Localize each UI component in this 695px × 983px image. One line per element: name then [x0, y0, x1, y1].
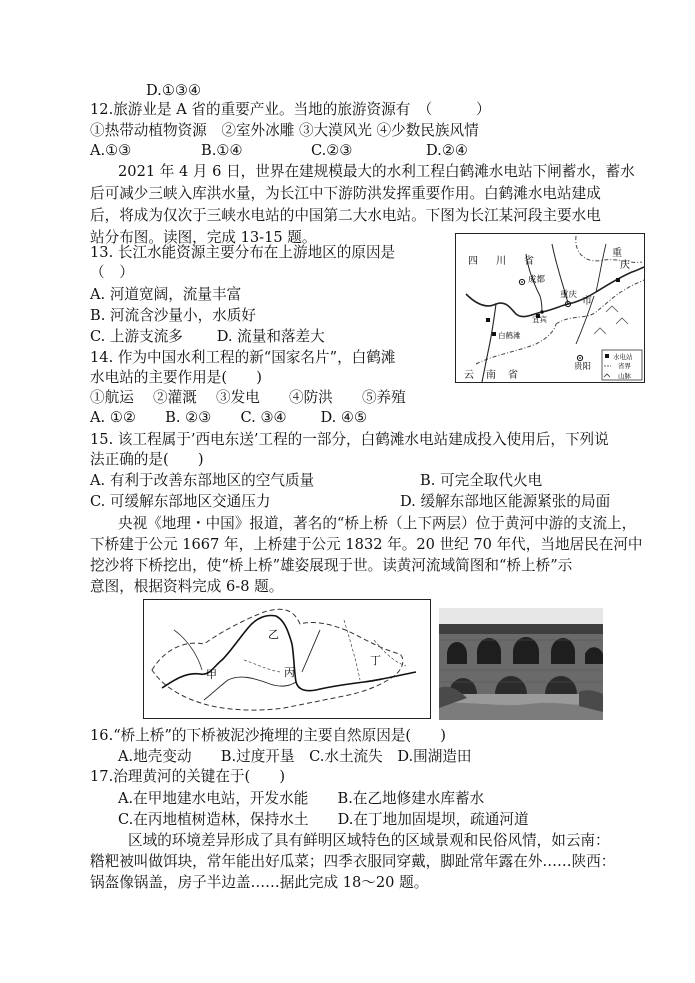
legend-hydro-label: 水电站 — [613, 353, 633, 361]
yangtze-river — [466, 267, 644, 317]
city-yibin-marker — [540, 310, 544, 314]
q14-items: ①航运 ②灌溉 ③发电 ④防洪 ⑤养殖 — [90, 389, 406, 406]
yangtze-hydropower-map — [455, 233, 645, 383]
region-bing-label: 丙 — [284, 666, 295, 679]
q16-options: A.地壳变动 B.过度开垦 C.水土流失 D.围湖造田 — [118, 748, 472, 765]
passage-2-line-3: 挖沙将下桥挖出，使“桥上桥”雄姿展现于世。读黄河流域简图和“桥上桥”示 — [90, 557, 573, 574]
city-guiyang-dot — [579, 357, 581, 359]
label-guiyang: 贵阳 — [574, 362, 592, 372]
q14-stem-1: 14. 作为中国水利工程的新“国家名片”，白鹤滩 — [90, 349, 396, 366]
passage-2-line-4: 意图，根据资料完成 6-8 题。 — [90, 578, 284, 595]
q12-stem: 12.旅游业是 A 省的重要产业。当地的旅游资源有 （ ） — [90, 101, 491, 118]
q13-option-b: B. 河流含沙量小，水质好 — [90, 307, 256, 324]
label-yunnan-yun: 云 — [464, 370, 474, 381]
q13-options-cd: C. 上游支流多 D. 流量和落差大 — [90, 328, 325, 345]
label-chengdu: 成都 — [528, 275, 546, 285]
hydropower-station-baihetan — [492, 332, 496, 336]
q14-stem-2: 水电站的主要作用是( ) — [90, 369, 262, 386]
label-qing: 庆 — [620, 260, 630, 271]
label-yibin: 宜宾 — [532, 315, 547, 324]
city-chongqing-dot — [567, 303, 569, 305]
passage-2-line-1: 央视《地理・中国》报道，著名的“桥上桥（上下两层）位于黄河中游的支流上， — [118, 515, 637, 532]
legend-hydro-icon — [605, 354, 609, 358]
region-jia-label: 甲 — [206, 668, 217, 681]
label-shi: 市 — [582, 296, 592, 307]
fen-river — [302, 630, 320, 672]
q15-option-a: A. 有利于改善东部地区的空气质量 — [90, 472, 315, 489]
q12-option-b: B.①④ — [201, 142, 243, 159]
hydropower-station — [616, 278, 620, 282]
q13-paren: （ ） — [90, 264, 134, 281]
label-baihetan: 白鹤滩 — [498, 331, 521, 340]
q13-stem: 13. 长江水能资源主要分布在上游地区的原因是 — [90, 244, 396, 261]
passage-3-line-3: 锅盔像锅盖，房子半边盖……据此完成 18～20 题。 — [90, 874, 429, 891]
q15-stem-2: 法正确的是( ) — [90, 451, 204, 468]
label-chongqing-city: 重庆 — [560, 290, 578, 300]
q12-option-c: C.②③ — [311, 142, 353, 159]
label-yunnan-sheng: 省 — [508, 370, 518, 381]
legend-border-label: 省界 — [618, 362, 631, 370]
passage-2-line-2: 下桥建于公元 1667 年，上桥建于公元 1832 年。20 世纪 70 年代，当地居民在河中 — [90, 536, 643, 553]
yangtze-map-svg — [456, 234, 644, 382]
q15-option-c: C. 可缓解东部地区交通压力 — [90, 493, 271, 510]
q17-options-cd: C.在丙地植树造林，保持水土 D.在丁地加固堤坝，疏通河道 — [118, 811, 529, 828]
tributary-river — [596, 244, 606, 292]
q17-stem: 17.治理黄河的关键在于( ) — [90, 768, 286, 785]
q12-option-a: A.①③ — [90, 142, 132, 159]
stone-arch-bridge-icon — [439, 608, 603, 720]
passage-1-line-4: 站分布图。读图，完成 13-15 题。 — [90, 229, 317, 246]
mountain-symbol — [594, 306, 628, 334]
q14-options: A. ①② B. ②③ C. ③④ D. ④⑤ — [90, 409, 368, 426]
passage-3-line-2: 糌粑被叫做饵块，常年能出好瓜菜；四季衣服同穿戴，脚趾常年露在外……陕西： — [90, 853, 616, 870]
wei-river — [204, 677, 296, 700]
yellow-river-basin-map — [143, 599, 431, 719]
label-sichuan-sheng: 省 — [524, 256, 534, 267]
region-ding-label: 丁 — [370, 654, 381, 667]
province-border — [476, 324, 556, 364]
label-chong: 重 — [612, 248, 622, 259]
region-yi-label: 乙 — [268, 628, 279, 641]
label-yunnan-nan: 南 — [486, 370, 496, 381]
q12-items: ①热带动植物资源 ②室外冰雕 ③大漠风光 ④少数民族风情 — [90, 122, 479, 139]
q12-option-d: D.②④ — [426, 142, 468, 159]
passage-1-line-1: 2021 年 4 月 6 日，世界在建规模最大的水利工程白鹤滩水电站下闸蓄水，蓄水 — [118, 163, 635, 180]
province-border — [344, 620, 360, 680]
bridge-photo — [439, 608, 603, 720]
q16-stem: 16.“桥上桥”的下桥被泥沙掩埋的主要自然原因是( ) — [90, 727, 446, 744]
q15-option-d: D. 缓解东部地区能源紧张的局面 — [400, 493, 611, 510]
province-border — [576, 236, 642, 262]
city-chengdu-dot — [521, 281, 523, 283]
label-sichuan-chuan: 川 — [496, 256, 506, 267]
legend-mountain-label: 山脉 — [618, 372, 631, 380]
label-sichuan-si: 四 — [468, 256, 478, 267]
passage-1-line-3: 后，将成为仅次于三峡水电站的中国第二大水电站。下图为长江某河段主要水电 — [90, 207, 601, 224]
passage-3-line-1: 区域的环境差异形成了具有鲜明区域特色的区域景观和民俗风情，如云南： — [128, 832, 610, 849]
tributary-river — [174, 630, 202, 670]
hydropower-station — [486, 318, 490, 322]
province-border — [244, 660, 280, 672]
q17-options-ab: A.在甲地建水电站，开发水能 B.在乙地修建水库蓄水 — [118, 790, 485, 807]
q11-option-d: D.①③④ — [146, 82, 202, 99]
q13-option-a: A. 河道宽阔，流量丰富 — [90, 286, 242, 303]
yellow-river-map-svg — [144, 600, 430, 718]
basin-boundary — [152, 609, 403, 710]
q15-option-b: B. 可完全取代火电 — [420, 472, 543, 489]
q15-stem-1: 15. 该工程属于’西电东送’工程的一部分，白鹤滩水电站建成投入使用后，下列说 — [90, 431, 609, 448]
passage-1-line-2: 后可减少三峡入库洪水量，为长江中下游防洪发挥重要作用。白鹤滩水电站建成 — [90, 185, 601, 202]
